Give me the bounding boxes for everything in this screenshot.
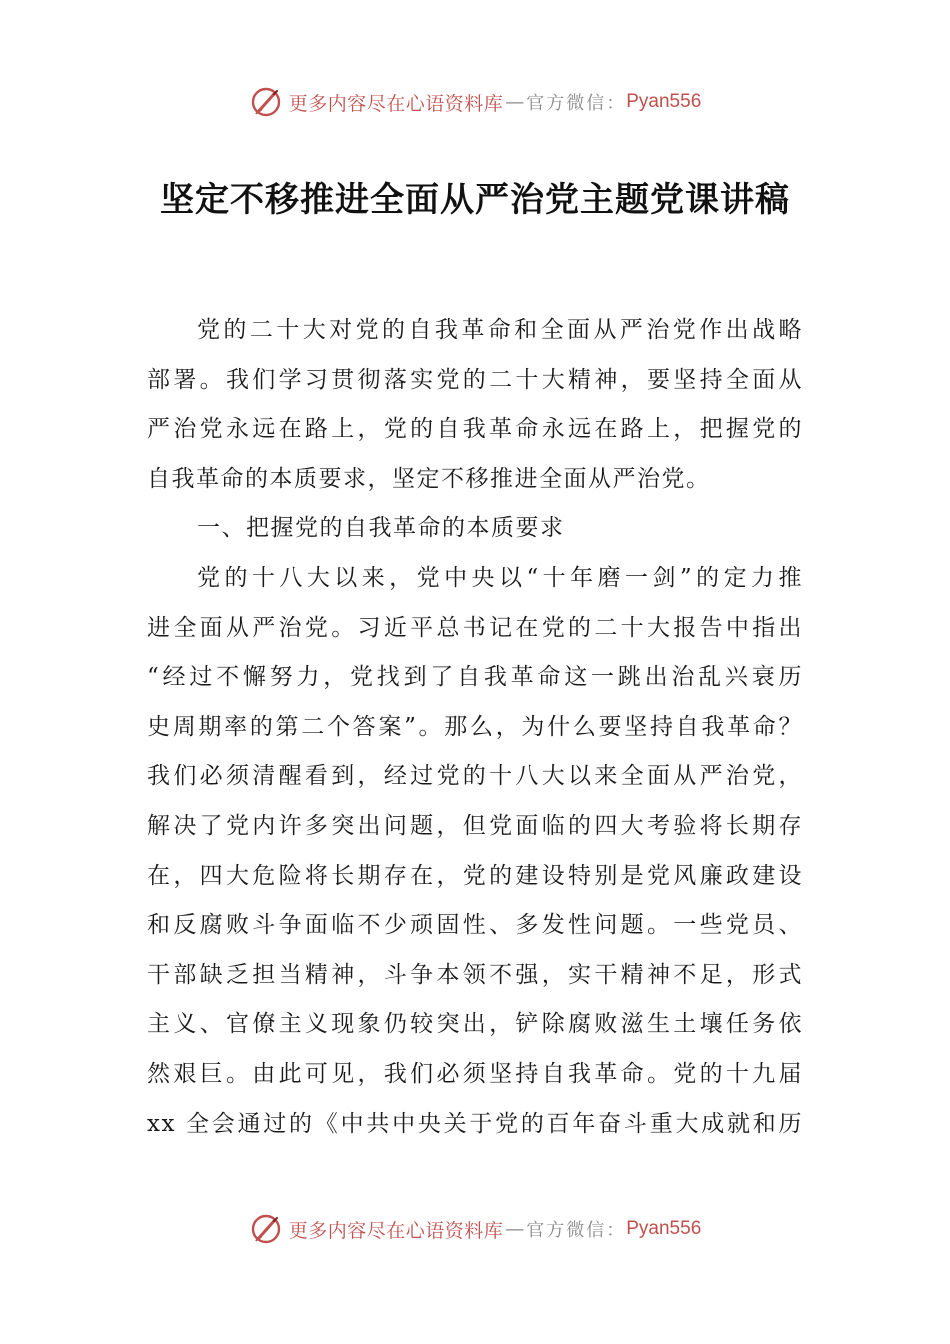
pen-logo-icon [249,1212,283,1246]
banner-brand-text: 更多内容尽在心语资料库 [288,92,504,115]
body-line: 进全面从严治党。习近平总书记在党的二十大报告中指出 [147,614,803,641]
pen-logo-icon [249,85,283,119]
body-line: xx 全会通过的《中共中央关于党的百年奋斗重大成就和历 [147,1110,803,1137]
body-line: 党的十八大以来，党中央以“十年磨一剑”的定力推 [197,564,803,591]
banner-brand-text: 更多内容尽在心语资料库 [288,1219,504,1242]
banner-wechat-label: 官方微信： [526,93,627,114]
body-line: 严治党永远在路上，党的自我革命永远在路上，把握党的 [147,416,803,443]
body-line: 然艰巨。由此可见，我们必须坚持自我革命。党的十九届 [147,1060,803,1087]
document-title: 坚定不移推进全面从严治党主题党课讲稿 [160,180,790,220]
footer-watermark-banner [0,1209,950,1249]
body-line: 我们必须清醒看到，经过党的十八大以来全面从严治党， [147,763,803,790]
body-line: 解决了党内许多突出问题，但党面临的四大考验将长期存 [147,812,803,839]
body-line: “经过不懈努力，党找到了自我革命这一跳出治乱兴衰历 [147,664,803,691]
banner-wechat-id: Pyan556 [626,91,702,112]
body-line: 自我革命的本质要求，坚定不移推进全面从严治党。 [147,465,711,492]
body-line: 史周期率的第二个答案”。那么，为什么要坚持自我革命？ [147,713,803,740]
body-line: 和反腐败斗争面临不少顽固性、多发性问题。一些党员、 [147,912,803,939]
body-line: 在，四大危险将长期存在，党的建设特别是党风廉政建设 [147,862,803,889]
banner-dash: — [505,1218,525,1240]
section-heading: 一、把握党的自我革命的本质要求 [197,515,565,542]
banner-dash: — [505,91,525,113]
banner-wechat-id: Pyan556 [626,1218,702,1239]
body-line: 主义、官僚主义现象仍较突出，铲除腐败滋生土壤任务依 [147,1011,803,1038]
header-watermark-banner [0,82,950,122]
banner-wechat-label: 官方微信： [526,1220,627,1241]
document-body [147,306,803,1149]
body-line: 党的二十大对党的自我革命和全面从严治党作出战略 [197,317,803,343]
body-line: 部署。我们学习贯彻落实党的二十大精神，要坚持全面从 [147,366,803,393]
body-line: 干部缺乏担当精神，斗争本领不强，实干精神不足，形式 [147,961,803,988]
